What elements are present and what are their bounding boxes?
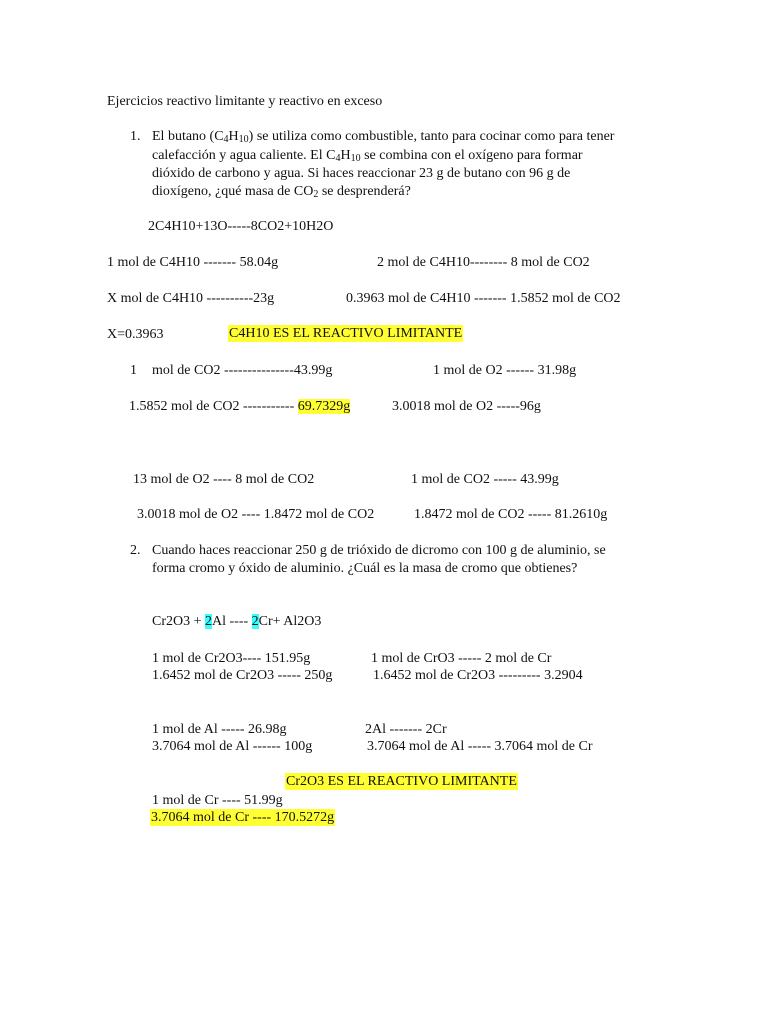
calc-al-cr-1: 2Al ------- 2Cr — [365, 722, 447, 737]
calc-row-5-left: 1.5852 mol de CO2 ----------- 69.7329g — [129, 399, 351, 414]
q1-number: 1. — [130, 129, 141, 144]
q2-line-2: forma cromo y óxido de aluminio. ¿Cuál es la masa de cromo que obtienes? — [152, 561, 578, 576]
document-title: Ejercicios reactivo limitante y reactivo en exceso — [107, 94, 383, 109]
q2-line-1: Cuando haces reaccionar 250 g de trióxido de dicromo con 100 g de aluminio, se — [152, 543, 606, 558]
coefficient-highlight-al: 2 — [205, 614, 213, 629]
calc-row-5-right: 3.0018 mol de O2 -----96g — [392, 399, 541, 414]
q2-number: 2. — [130, 543, 141, 558]
calc-row-2-left: X mol de C4H10 ----------23g — [107, 291, 275, 306]
calc-al-1: 1 mol de Al ----- 26.98g — [152, 722, 287, 737]
limitante-label-1: C4H10 ES EL REACTIVO LIMITANTE — [229, 326, 463, 341]
coefficient-highlight-cr: 2 — [251, 614, 259, 629]
calc-cro3-2: 1.6452 mol de Cr2O3 --------- 3.2904 — [373, 668, 583, 683]
calc-row-7-right: 1.8472 mol de CO2 ----- 81.2610g — [414, 507, 608, 522]
equation-1: 2C4H10+13O-----8CO2+10H2O — [148, 219, 334, 234]
calc-cr2o3-1: 1 mol de Cr2O3---- 151.95g — [152, 651, 311, 666]
calc-row-4-number: 1 — [130, 363, 137, 378]
calc-cr2o3-2: 1.6452 mol de Cr2O3 ----- 250g — [152, 668, 333, 683]
calc-x-result: X=0.3963 — [107, 327, 164, 342]
equation-2: Cr2O3 + 2Al ---- 2Cr+ Al2O3 — [152, 614, 322, 629]
calc-row-4-right: 1 mol de O2 ------ 31.98g — [433, 363, 577, 378]
limitante-label-2: Cr2O3 ES EL REACTIVO LIMITANTE — [286, 774, 517, 789]
calc-row-7-left: 3.0018 mol de O2 ---- 1.8472 mol de CO2 — [137, 507, 375, 522]
calc-row-2-right: 0.3963 mol de C4H10 ------- 1.5852 mol de CO2 — [346, 291, 621, 306]
calc-al-2: 3.7064 mol de Al ------ 100g — [152, 739, 313, 754]
q1-line-1: El butano $(C_4H_{10})$ se utiliza como combustible, tanto para cocinar como para tener — [152, 129, 615, 145]
q1-line-4: dioxígeno, ¿qué masa de $CO_2$ se desprenderá? — [152, 184, 411, 200]
calc-row-6-left: 13 mol de O2 ---- 8 mol de CO2 — [133, 472, 315, 487]
q1-line-3: dióxido de carbono y agua. Si haces reaccionar 23 g de butano con 96 g de — [152, 166, 571, 181]
calc-row-1-right: 2 mol de C4H10-------- 8 mol de CO2 — [377, 255, 590, 270]
calc-al-cr-2: 3.7064 mol de Al ----- 3.7064 mol de Cr — [367, 739, 593, 754]
cr-mass-result-highlight: 3.7064 mol de Cr ---- 170.5272g — [151, 810, 335, 825]
calc-cr-1: 1 mol de Cr ---- 51.99g — [152, 793, 283, 808]
calc-cro3-1: 1 mol de CrO3 ----- 2 mol de Cr — [371, 651, 552, 666]
calc-row-1-left: 1 mol de C4H10 ------- 58.04g — [107, 255, 279, 270]
calc-row-4-left: mol de CO2 ---------------43.99g — [152, 363, 333, 378]
calc-row-6-right: 1 mol de CO2 ----- 43.99g — [411, 472, 559, 487]
q1-line-2: calefacción y agua caliente. El $C_4H_{10}$ se combina con el oxígeno para formar — [152, 148, 583, 164]
co2-mass-highlight: 69.7329g — [297, 399, 351, 414]
